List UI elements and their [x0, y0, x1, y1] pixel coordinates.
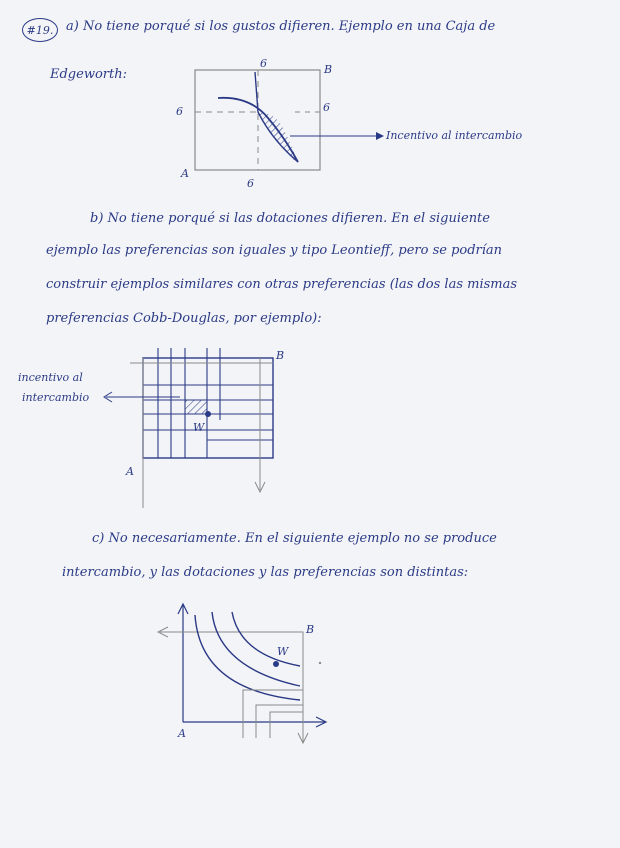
part-b-line-3: construir ejemplos similares con otras preferencias (las dos las mismas	[46, 277, 518, 292]
part-b-line-2: ejemplo las preferencias son iguales y tipo Leontieff, pero se podrían	[46, 243, 503, 258]
part-c-line-1: c) No necesariamente. En el siguiente ejemplo no se produce	[92, 531, 497, 546]
part-c-line-2: intercambio, y las dotaciones y las preferencias son distintas:	[62, 565, 469, 580]
part-b-line-1: b) No tiene porqué si las dotaciones difieren. En el siguiente	[90, 211, 490, 226]
part-a-line-2: Edgeworth:	[50, 67, 127, 82]
box-a-label-A: A	[181, 167, 189, 180]
box-c-label-B: B	[306, 623, 315, 636]
box-c-label-W: W	[277, 645, 289, 658]
box-c-endowment-point	[273, 661, 279, 667]
box-c-curve-A3	[232, 612, 300, 666]
box-c-label-A: A	[178, 727, 186, 740]
box-a-annotation: Incentivo al intercambio	[386, 129, 523, 142]
part-b-line-4: preferencias Cobb-Douglas, por ejemplo):	[46, 311, 322, 326]
box-a-label-B: B	[324, 63, 333, 76]
box-b-annotation-line-1: incentivo al	[18, 371, 83, 384]
box-a-tick-left: 6	[176, 105, 183, 118]
part-a-line-1: a) No tiene porqué si los gustos difieren. Ejemplo en una Caja de	[66, 19, 496, 34]
box-b-label-W: W	[193, 421, 205, 434]
box-a-tick-bottom: 6	[247, 177, 254, 190]
box-a-tick-right: 6	[323, 101, 330, 114]
box-c-leontief-lines	[243, 690, 303, 738]
box-b-label-A: A	[126, 465, 134, 478]
problem-number: #19.	[22, 18, 58, 42]
box-a-tick-top: 6	[260, 57, 267, 70]
box-b-annotation-line-2: intercambio	[22, 391, 90, 404]
box-b-label-B: B	[276, 349, 285, 362]
